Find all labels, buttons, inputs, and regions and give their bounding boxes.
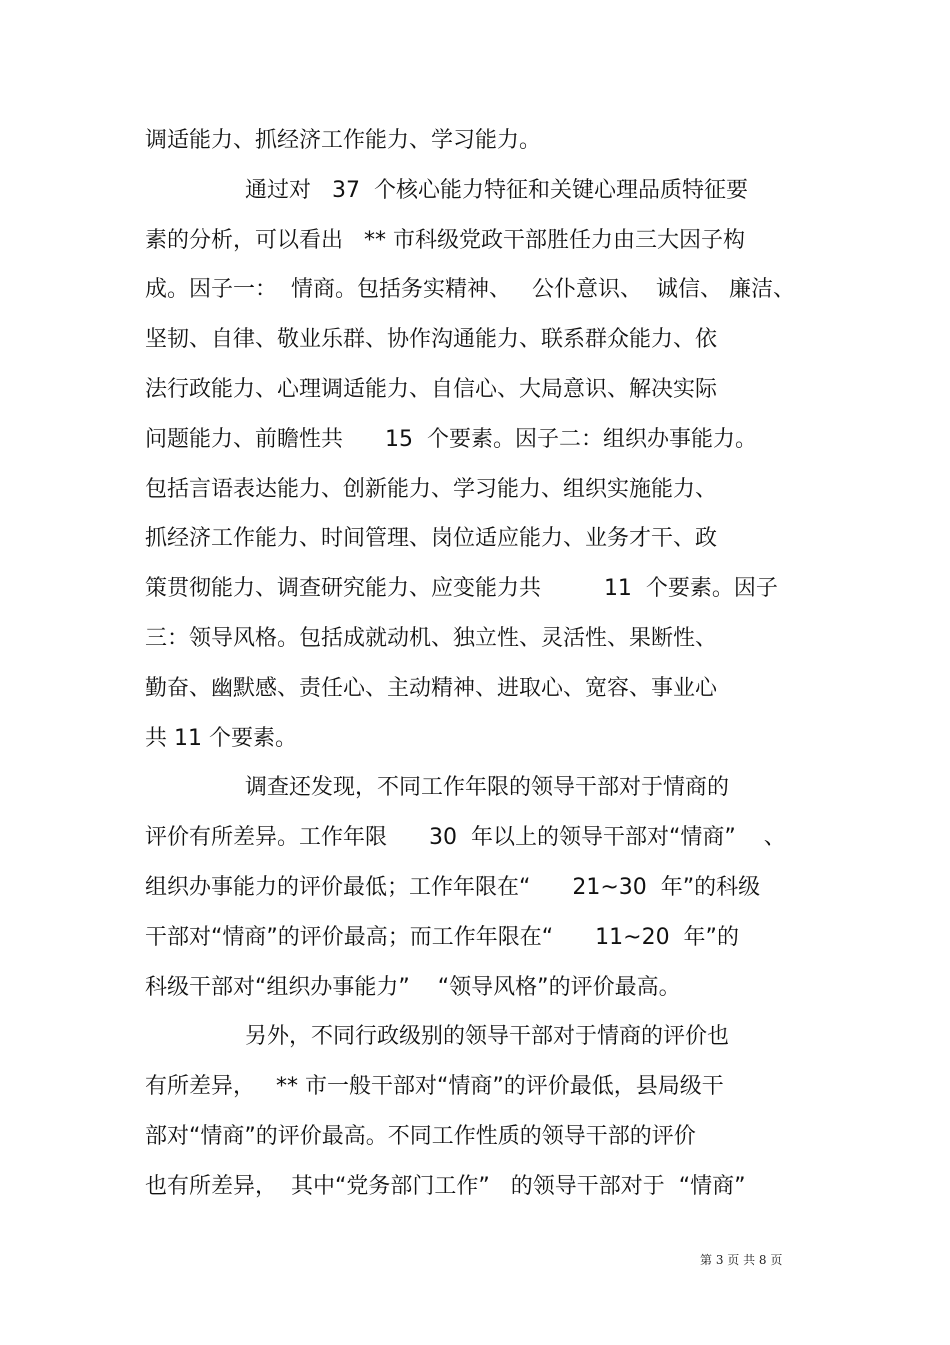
text-line: 勤奋、幽默感、责任心、主动精神、进取心、宽容、事业心 [145,676,718,701]
text-line: 三：领导风格。包括成就动机、独立性、灵活性、果断性、 [145,626,718,651]
text-line: 策贯彻能力、调查研究能力、应变能力共 11 个要素。因子 [145,576,778,601]
text-line: 成。因子一： 情商。包括务实精神、 公仆意识、 诚信、 廉洁、 [145,277,795,302]
paragraph-start-line: 调查还发现，不同工作年限的领导干部对于情商的 [245,775,730,800]
text-line: 包括言语表达能力、创新能力、学习能力、组织实施能力、 [145,477,718,502]
text-line: 抓经济工作能力、时间管理、岗位适应能力、业务才干、政 [145,526,718,551]
text-line: 干部对“情商”的评价最高；而工作年限在“ 11~20 年”的 [145,925,739,950]
text-line: 素的分析，可以看出 ** 市科级党政干部胜任力由三大因子构 [145,228,745,253]
text-line: 评价有所差异。工作年限 30 年以上的领导干部对“情商” 、 [145,825,786,850]
text-line: 坚韧、自律、敬业乐群、协作沟通能力、联系群众能力、依 [145,327,718,352]
text-line: 也有所差异， 其中“党务部门工作” 的领导干部对于 “情商” [145,1174,746,1199]
page-number-footer: 第 3 页 共 8 页 [700,1253,783,1267]
text-line: 问题能力、前瞻性共 15 个要素。因子二：组织办事能力。 [145,427,757,452]
text-line: 有所差异， ** 市一般干部对“情商”的评价最低，县局级干 [145,1074,724,1099]
text-line: 法行政能力、心理调适能力、自信心、大局意识、解决实际 [145,377,718,402]
paragraph-start-line: 另外，不同行政级别的领导干部对于情商的评价也 [245,1024,730,1049]
text-line: 部对“情商”的评价最高。不同工作性质的领导干部的评价 [145,1124,696,1149]
text-line: 科级干部对“组织办事能力” “领导风格”的评价最高。 [145,975,681,1000]
text-line: 组织办事能力的评价最低；工作年限在“ 21~30 年”的科级 [145,875,761,900]
text-line: 调适能力、抓经济工作能力、学习能力。 [145,128,542,153]
paragraph-start-line: 通过对 37 个核心能力特征和关键心理品质特征要 [245,178,748,203]
text-line: 共 11 个要素。 [145,726,297,751]
